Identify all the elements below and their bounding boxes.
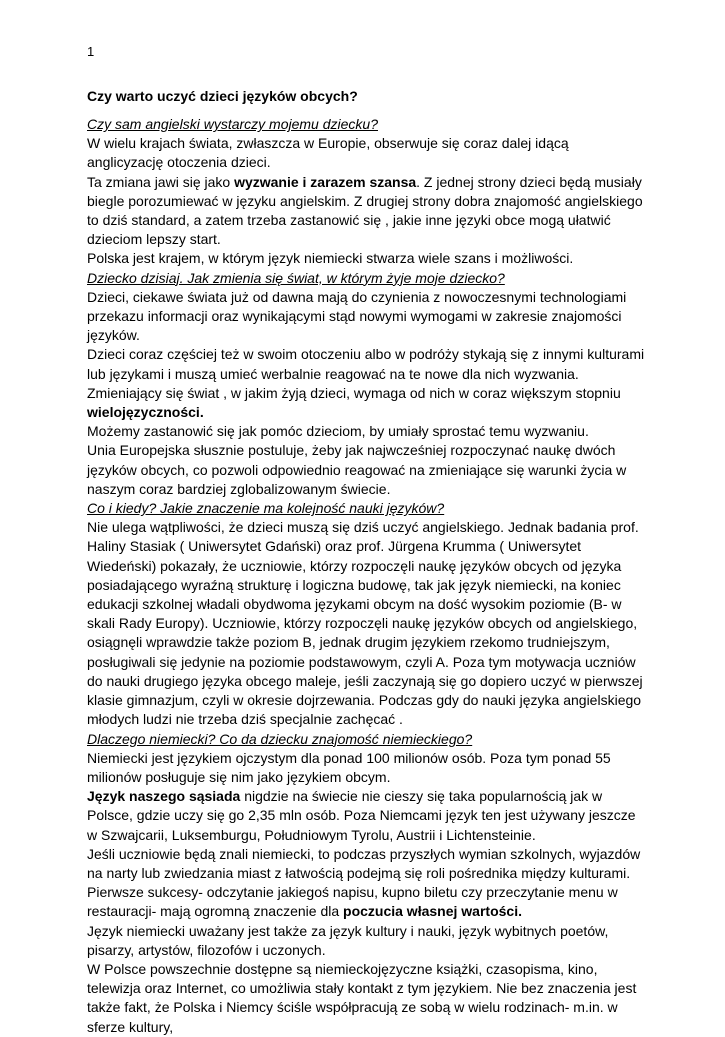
text-run: nigdzie na świecie nie cieszy się taka popularnością jak w Polsce, gdzie uczy się go 2,35 mln osób. Poza Niemcami język ten jest używany jeszcze w Szwajcarii, Luksemburgu, Południowym Tyrolu, Austrii i Lichtensteinie. [87,788,636,843]
paragraph [87,345,647,422]
text-run: Ta zmiana jawi się jako [87,173,235,190]
paragraph: Dzieci, ciekawe świata już od dawna mają do czynienia z nowoczesnymi technologiami przekazu informacji oraz wynikającymi stąd nowymi wymogami w zakresie znajomości języków. [87,288,627,344]
paragraph: Język niemiecki uważany jest także za język kultury i nauki, język wybitnych poetów, pisarzy, artystów, filozofów i uczonych. [87,922,609,958]
paragraph [87,883,647,921]
paragraph: W wielu krajach świata, zwłaszcza w Europie, obserwuje się coraz dalej idącą anglicyzację otoczenia dzieci. [87,135,569,171]
bold-text: wielojęzyczności. [87,404,204,421]
paragraph: Możemy zastanowić się jak pomóc dzieciom, by umiały sprostać temu wyzwaniu. [87,423,589,440]
text-run: . Z jednej strony dzieci będą musiały biegle porozumiewać w języku angielskim. Z drugiej strony dobra znajomość angielskiego to dziś standard, a zatem trzeba zastanowić się , jakie inne języki obce mogą ułatwić dzieciom lepszy start. [87,173,643,248]
text-run: Dzieci coraz częściej też w swoim otoczeniu albo w podróży stykają się z innymi kulturami lub językami i muszą umieć werbalnie reagować na te nowe dla nich wyzwania. Zmieniający się świat , w jakim żyją dzieci, wymaga od nich w coraz większym stopniu [87,346,645,401]
section-heading-why-german: Dlaczego niemiecki? Co da dziecku znajomość niemieckiego? [87,730,473,747]
paragraph [87,787,647,845]
document-body [87,115,647,1037]
page-number: 1 [87,44,95,59]
paragraph: Niemiecki jest językiem ojczystym dla ponad 100 milionów osób. Poza tym ponad 55 milionów posługuje się nim jako językiem obcym. [87,749,611,785]
bold-text: poczucia własnej wartości. [343,903,522,920]
paragraph [87,173,647,250]
section-heading-what-when: Co i kiedy? Jakie znaczenie ma kolejność nauki języków? [87,500,445,517]
paragraph: Nie ulega wątpliwości, że dzieci muszą się dziś uczyć angielskiego. Jednak badania prof. Haliny Stasiak ( Uniwersytet Gdański) oraz prof. Jürgena Krumma ( Uniwersytet Wiedeński) pokazały, że uczniowie, którzy rozpoczęli naukę języków obcych od języka posiadającego wyraźną strukturę i logiczna budowę, tak jak język niemiecki, na koniec edukacji szkolnej władali obydwoma językami obcym na dość wysokim poziomie (B- w skali Rady Europy). Uczniowie, którzy rozpoczęli naukę języków obcych od angielskiego, osiągnęli wprawdzie także poziom B, jednak drugim językiem rzekomo trudniejszym, posługiwali się jedynie na poziomie podstawowym, czyli A. Poza tym motywacja uczniów do nauki drugiego języka obcego maleje, jeśli zaczynają się go dopiero uczyć w pierwszej klasie gimnazjum, czyli w okresie dojrzewania. Podczas gdy do nauki języka angielskiego młodych ludzi nie trzeba dziś specjalnie zachęcać . [87,519,643,728]
document-title: Czy warto uczyć dzieci języków obcych? [87,88,358,104]
paragraph: W Polsce powszechnie dostępne są niemieckojęzyczne książki, czasopisma, kino, telewizja oraz Internet, co umożliwia stały kontakt z tym językiem. Nie bez znaczenia jest także fakt, że Polska i Niemcy ściśle współpracują ze sobą w wielu rodzinach- m.in. w sferze kultury, [87,960,637,1035]
section-heading-english-enough: Czy sam angielski wystarczy mojemu dziecku? [87,116,378,132]
text-run: Pierwsze sukcesy- odczytanie jakiegoś napisu, kupno biletu czy przeczytanie menu w restauracji- mają ogromną znaczenie dla [87,884,618,920]
paragraph: Jeśli uczniowie będą znali niemiecki, to podczas przyszłych wymian szkolnych, wyjazdów na narty lub zwiedzania miast z łatwością podejmą się roli pośrednika między kulturami. [87,845,641,881]
paragraph: Unia Europejska słusznie postuluje, żeby jak najwcześniej rozpoczynać naukę dwóch języków obcych, co pozwoli odpowiednio reagować na zmieniające się warunki życia w naszym coraz bardziej zglobalizowanym świecie. [87,442,627,497]
bold-text: Język naszego sąsiada [87,788,241,805]
bold-text: wyzwanie i zarazem szansa [234,173,417,190]
section-heading-child-today: Dziecko dzisiaj. Jak zmienia się świat, w którym żyje moje dziecko? [87,269,505,286]
paragraph: Polska jest krajem, w którym język niemiecki stwarza wiele szans i możliwości. [87,250,574,267]
